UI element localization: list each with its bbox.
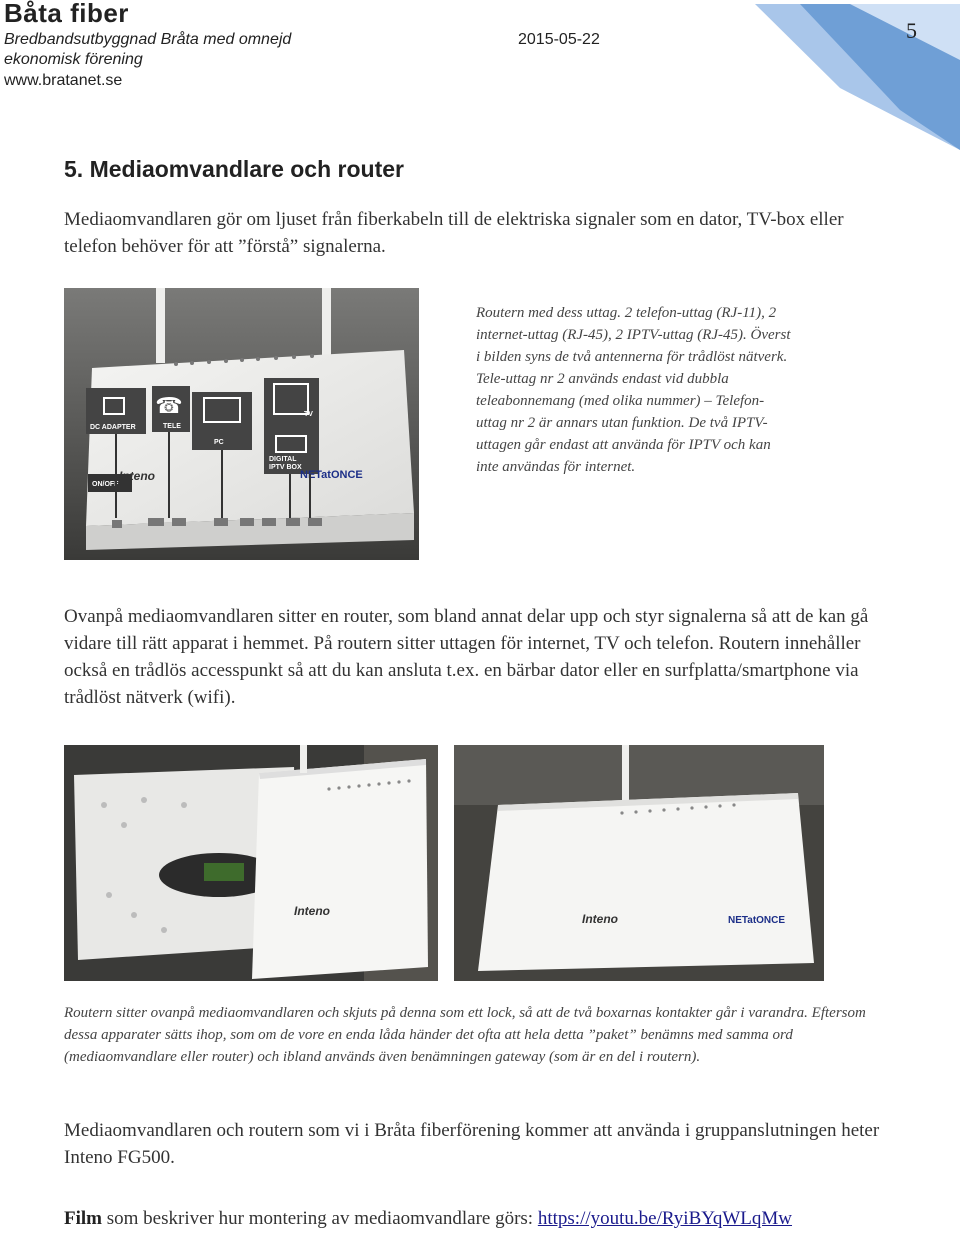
label-on-off: ON/OFF [92, 481, 119, 488]
router-description-paragraph: Ovanpå mediaomvandlaren sitter en router, som bland annat delar upp och styr signalerna så att de kan gå vidare till rätt apparat i hemmet. På routern sitter uttagen för internet, TV och telefon. Routern innehåller också en trådlös accesspunkt så att du kan ansluta t.ex. en bärbar dator eller en surfplatta/smartphone via trådlöst nätverk (wifi). [64, 606, 869, 708]
photo-left-brand: Inteno [294, 904, 330, 918]
label-dc-adapter: DC ADAPTER [90, 424, 136, 431]
header-date: 2015-05-22 [518, 31, 600, 48]
intro-paragraph: Mediaomvandlaren gör om ljuset från fiberkabeln till de elektriska signaler som en dator, TV-box eller telefon behöver för att ”förstå” signalerna. [64, 209, 844, 257]
antenna-right [322, 288, 331, 363]
router-ports-caption: Routern med dess uttag. 2 telefon-uttag (RJ-11), 2 internet-uttag (RJ-45), 2 IPTV-uttag (RJ-45). Överst i bilden syns de två antennerna för trådlöst nätverk. Tele-uttag nr 2 används endast vid dubbla teleabonnemang (med olika nummer) – Telefon-uttag nr 2 är annars utan funktion. De två IPTV-uttagen går endast att använda för IPTV och kan inte användas för internet. [476, 305, 791, 475]
page-number: 5 [906, 18, 917, 43]
router-assembly-illustration-left [64, 745, 438, 981]
photo-right-netatonce: NETatONCE [728, 915, 786, 926]
section-heading: 5. Mediaomvandlare och router [64, 156, 404, 182]
film-text: som beskriver hur montering av mediaomvandlare görs: [102, 1208, 538, 1229]
router-assembly-photo-right [454, 745, 824, 981]
org-subtitle-line2: ekonomisk förening [4, 51, 143, 68]
router-assembly-illustration-right [454, 745, 824, 981]
label-tv: TV [304, 411, 313, 418]
org-name: Båta fiber [4, 0, 129, 28]
film-link[interactable]: https://youtu.be/RyiBYqWLqMw [537, 1208, 793, 1229]
header-corner-decoration [0, 0, 960, 150]
label-brand: Inteno [119, 469, 155, 483]
film-label: Film [64, 1208, 102, 1229]
label-pc: PC [214, 439, 224, 446]
svg-text:☎: ☎ [155, 393, 183, 418]
film-line [64, 1205, 944, 1232]
org-website: www.bratanet.se [4, 72, 123, 89]
antenna-left [156, 288, 165, 363]
label-digital: DIGITAL [269, 456, 297, 463]
model-paragraph: Mediaomvandlaren och routern som vi i Bråta fiberförening kommer att använda i gruppanslutningen heter Inteno FG500. [64, 1120, 880, 1168]
photo-right-brand: Inteno [582, 912, 618, 926]
org-subtitle-line1: Bredbandsutbyggnad Bråta med omnejd [4, 31, 292, 48]
label-iptv-box: IPTV BOX [269, 464, 302, 471]
router-ports-illustration [64, 288, 419, 560]
label-netatonce: NETatONCE [300, 469, 363, 481]
router-ports-photo [64, 288, 419, 560]
router-assembly-caption: Routern sitter ovanpå mediaomvandlaren och skjuts på denna som ett lock, så att de två boxarnas kontakter går i varandra. Eftersom dessa apparater sätts ihop, som om de vore en enda låda händer det ofta att hela detta ”paket” benämns med samma ord (mediaomvandlare eller router) och ibland används även benämningen gateway (som är en del i routern). [64, 1005, 866, 1065]
router-assembly-photo-left [64, 745, 438, 981]
label-tele: TELE [163, 423, 181, 430]
